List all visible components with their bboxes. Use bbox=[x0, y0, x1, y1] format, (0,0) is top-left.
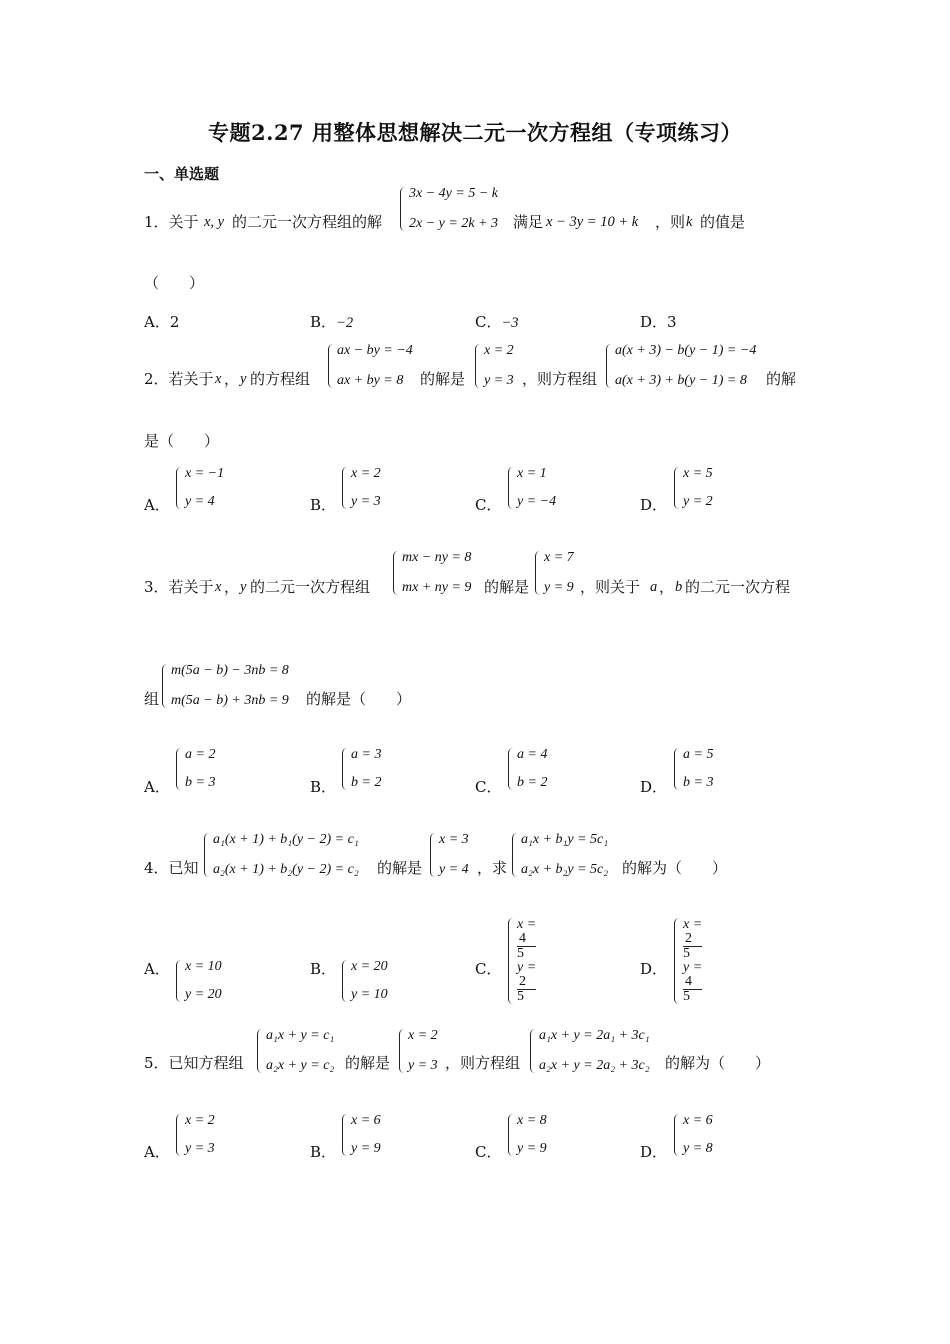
q2-sep: ， bbox=[224, 370, 240, 388]
q5-prefix: 5．已知方程组 bbox=[144, 1054, 244, 1072]
q1-option-b-label: B． bbox=[310, 313, 337, 331]
q3-option-a[interactable] bbox=[176, 748, 215, 790]
q2-var-x: x bbox=[215, 371, 222, 387]
q1-option-d[interactable]: D．3 bbox=[640, 313, 677, 331]
q4-c-y-den: 5 bbox=[517, 989, 524, 1004]
q4-d-x-eq: x = bbox=[683, 917, 703, 932]
q3-c-a: a = 4 bbox=[517, 747, 548, 762]
q3-b-b: b = 2 bbox=[351, 775, 382, 790]
q5-a-y: y = 3 bbox=[185, 1141, 215, 1156]
q3-option-d-label[interactable]: D． bbox=[640, 778, 668, 796]
q1-text: 的二元一次方程组的解 bbox=[232, 213, 383, 231]
q4-c-x bbox=[517, 918, 536, 961]
q4-b-y: y = 10 bbox=[351, 987, 388, 1002]
q5-sys3-eq-2: a₂x + y = 2a₂ + 3c₂ bbox=[539, 1058, 650, 1073]
q5-text: 的解是 bbox=[345, 1054, 391, 1072]
q4-prefix: 4．已知 bbox=[144, 859, 199, 877]
q4-text-2: ，求 bbox=[477, 859, 508, 877]
q1-system bbox=[400, 187, 498, 231]
q2-sys2-eq-1: x = 2 bbox=[484, 343, 514, 358]
q2-b-x: x = 2 bbox=[351, 466, 381, 481]
q3-a-b: b = 3 bbox=[185, 775, 216, 790]
q2-option-b[interactable] bbox=[342, 467, 381, 509]
q2-option-c-label[interactable]: C． bbox=[475, 496, 502, 514]
q5-option-a[interactable] bbox=[176, 1114, 215, 1156]
q4-d-y-num: 4 bbox=[683, 975, 702, 990]
q4-option-b[interactable] bbox=[342, 960, 388, 1002]
q1-vars: x, y bbox=[204, 214, 225, 230]
q3-system-3 bbox=[162, 664, 289, 708]
q1-prefix: 1．关于 bbox=[144, 213, 199, 231]
q1-option-c-label: C． bbox=[475, 313, 502, 331]
q5-option-d[interactable] bbox=[674, 1114, 713, 1156]
q1-option-c[interactable] bbox=[475, 311, 519, 332]
q3-sys2-eq-2: y = 9 bbox=[544, 580, 574, 595]
q3-sep: ， bbox=[224, 578, 240, 596]
q2-end-2: 是（ ） bbox=[144, 432, 220, 450]
q4-c-y-eq: y = bbox=[517, 960, 537, 975]
q5-option-a-label[interactable]: A． bbox=[144, 1143, 170, 1161]
q2-sys2-eq-2: y = 3 bbox=[484, 373, 514, 388]
q5-option-b[interactable] bbox=[342, 1114, 381, 1156]
q3-system-1 bbox=[393, 551, 471, 595]
q4-system-2 bbox=[430, 833, 469, 877]
q3-sys1-eq-2: mx + ny = 9 bbox=[402, 580, 472, 595]
q2-text-2: 的解是 bbox=[420, 370, 466, 388]
q3-line2-end: 的解是（ ） bbox=[306, 690, 412, 708]
q3-sys2-eq-1: x = 7 bbox=[544, 550, 574, 565]
q2-system-3 bbox=[606, 344, 756, 388]
q1-end: 的值是 bbox=[700, 213, 746, 231]
q2-system-2 bbox=[475, 344, 514, 388]
q2-d-x: x = 5 bbox=[683, 466, 713, 481]
q4-c-x-eq: x = bbox=[517, 917, 537, 932]
q2-a-y: y = 4 bbox=[185, 494, 215, 509]
q5-d-y: y = 8 bbox=[683, 1141, 713, 1156]
q2-option-b-label[interactable]: B． bbox=[310, 496, 337, 514]
q5-b-y: y = 9 bbox=[351, 1141, 381, 1156]
q3-d-b: b = 3 bbox=[683, 775, 714, 790]
q1-eq-2: 2x − y = 2k + 3 bbox=[409, 216, 498, 231]
q2-system-1 bbox=[328, 344, 413, 388]
q4-a-y: y = 20 bbox=[185, 987, 222, 1002]
q4-option-c[interactable] bbox=[508, 918, 536, 1004]
q2-option-d[interactable] bbox=[674, 467, 713, 509]
q4-c-x-den: 5 bbox=[517, 946, 524, 961]
q4-sys1-eq-2: a₂(x + 1) + b₂(y − 2) = c₂ bbox=[213, 862, 359, 877]
q3-var-y: y bbox=[240, 579, 247, 595]
q3-prefix: 3．若关于 bbox=[144, 578, 214, 596]
q4-sys3-eq-1: a₁x + b₁y = 5c₁ bbox=[521, 832, 609, 847]
q4-system-1 bbox=[204, 833, 359, 877]
q2-sys1-eq-1: ax − by = −4 bbox=[337, 343, 413, 358]
q3-option-d[interactable] bbox=[674, 748, 713, 790]
q1-eq-1: 3x − 4y = 5 − k bbox=[409, 186, 498, 201]
q4-sys1-eq-1: a₁(x + 1) + b₁(y − 2) = c₁ bbox=[213, 832, 359, 847]
q1-k: k bbox=[686, 214, 693, 230]
q5-system-2 bbox=[399, 1029, 438, 1073]
q4-b-x: x = 20 bbox=[351, 959, 388, 974]
q4-c-y-num: 2 bbox=[517, 975, 536, 990]
q4-option-d-label[interactable]: D． bbox=[640, 960, 668, 978]
q3-sys3-eq-1: m(5a − b) − 3nb = 8 bbox=[171, 663, 289, 678]
section-heading: 一、单选题 bbox=[144, 165, 220, 183]
q2-option-a-label[interactable]: A． bbox=[144, 496, 170, 514]
q5-text-2: ，则方程组 bbox=[445, 1054, 521, 1072]
page-title: 专题2.27 用整体思想解决二元一次方程组（专项练习） bbox=[208, 120, 742, 145]
q5-c-x: x = 8 bbox=[517, 1113, 547, 1128]
q4-sys2-eq-2: y = 4 bbox=[439, 862, 469, 877]
q4-d-y-eq: y = bbox=[683, 960, 703, 975]
q4-end: 的解为（ ） bbox=[622, 859, 728, 877]
q3-option-c-label[interactable]: C． bbox=[475, 778, 502, 796]
q4-option-b-label[interactable]: B． bbox=[310, 960, 337, 978]
q2-a-x: x = −1 bbox=[185, 466, 225, 481]
q5-sys1-eq-2: a₂x + y = c₂ bbox=[266, 1058, 335, 1073]
q3-line2-pre: 组 bbox=[144, 690, 160, 708]
q5-system-1 bbox=[257, 1029, 334, 1073]
q4-option-a[interactable] bbox=[176, 960, 222, 1002]
q3-a-a: a = 2 bbox=[185, 747, 216, 762]
q5-c-y: y = 9 bbox=[517, 1141, 547, 1156]
q5-b-x: x = 6 bbox=[351, 1113, 381, 1128]
q3-d-a: a = 5 bbox=[683, 747, 714, 762]
q5-sys3-eq-1: a₁x + y = 2a₁ + 3c₁ bbox=[539, 1028, 650, 1043]
q1-cond-post: ，则 bbox=[655, 213, 686, 231]
q4-c-y bbox=[517, 961, 536, 1004]
q2-end: 的解 bbox=[766, 370, 797, 388]
q1-option-c-value: −3 bbox=[501, 315, 519, 331]
q3-text-2: 的解是 bbox=[484, 578, 530, 596]
q4-option-d[interactable] bbox=[674, 918, 702, 1004]
q3-option-a-label[interactable]: A． bbox=[144, 778, 170, 796]
q4-d-y bbox=[683, 961, 702, 1004]
q5-option-b-label[interactable]: B． bbox=[310, 1143, 337, 1161]
q3-option-c[interactable] bbox=[508, 748, 547, 790]
q2-c-y: y = −4 bbox=[517, 494, 557, 509]
q3-end: 的二元一次方程 bbox=[685, 578, 791, 596]
q3-var-b: b bbox=[675, 579, 683, 595]
q3-b-a: a = 3 bbox=[351, 747, 382, 762]
q5-d-x: x = 6 bbox=[683, 1113, 713, 1128]
q3-option-b[interactable] bbox=[342, 748, 381, 790]
q2-prefix: 2．若关于 bbox=[144, 370, 214, 388]
q2-sys3-eq-2: a(x + 3) + b(y − 1) = 8 bbox=[615, 373, 747, 388]
q5-option-c-label[interactable]: C． bbox=[475, 1143, 502, 1161]
q4-sys3-eq-2: a₂x + b₂y = 5c₂ bbox=[521, 862, 609, 877]
q4-d-y-den: 5 bbox=[683, 989, 690, 1004]
q2-var-y: y bbox=[240, 371, 247, 387]
q3-text: 的二元一次方程组 bbox=[250, 578, 371, 596]
q2-option-a[interactable] bbox=[176, 467, 224, 509]
q1-condition: x − 3y = 10 + k bbox=[546, 214, 639, 230]
q4-system-3 bbox=[512, 833, 608, 877]
q4-c-x-num: 4 bbox=[517, 932, 536, 947]
q4-option-c-label[interactable]: C． bbox=[475, 960, 502, 978]
q4-d-x-num: 2 bbox=[683, 932, 702, 947]
q5-a-x: x = 2 bbox=[185, 1113, 215, 1128]
q1-cond-pre: 满足 bbox=[513, 213, 544, 231]
q1-option-b-value: −2 bbox=[336, 315, 354, 331]
q1-option-a[interactable]: A．2 bbox=[144, 313, 180, 331]
q4-sys2-eq-1: x = 3 bbox=[439, 832, 469, 847]
q3-sys1-eq-1: mx − ny = 8 bbox=[402, 550, 472, 565]
q2-sys1-eq-2: ax + by = 8 bbox=[337, 373, 404, 388]
q2-text: 的方程组 bbox=[250, 370, 311, 388]
q5-system-3 bbox=[530, 1029, 650, 1073]
q3-option-b-label[interactable]: B． bbox=[310, 778, 337, 796]
q3-var-x: x bbox=[215, 579, 222, 595]
q2-b-y: y = 3 bbox=[351, 494, 381, 509]
q2-sys3-eq-1: a(x + 3) − b(y − 1) = −4 bbox=[615, 343, 757, 358]
q3-var-a: a bbox=[650, 579, 658, 595]
q1-option-b[interactable] bbox=[310, 311, 353, 332]
q1-paren: （ ） bbox=[144, 274, 205, 292]
q5-end: 的解为（ ） bbox=[665, 1054, 771, 1072]
q5-option-c[interactable] bbox=[508, 1114, 547, 1156]
q5-sys2-eq-2: y = 3 bbox=[408, 1058, 438, 1073]
q4-option-a-label[interactable]: A． bbox=[144, 960, 170, 978]
q5-sys1-eq-1: a₁x + y = c₁ bbox=[266, 1028, 335, 1043]
q4-a-x: x = 10 bbox=[185, 959, 222, 974]
q4-d-x-den: 5 bbox=[683, 946, 690, 961]
q3-sys3-eq-2: m(5a − b) + 3nb = 9 bbox=[171, 693, 289, 708]
q2-option-d-label[interactable]: D． bbox=[640, 496, 668, 514]
q4-text: 的解是 bbox=[377, 859, 423, 877]
q2-option-c[interactable] bbox=[508, 467, 556, 509]
q5-option-d-label[interactable]: D． bbox=[640, 1143, 668, 1161]
q4-d-x bbox=[683, 918, 702, 961]
q3-system-2 bbox=[535, 551, 574, 595]
q2-d-y: y = 2 bbox=[683, 494, 713, 509]
document-page: 专题2.27 用整体思想解决二元一次方程组（专项练习） 一、单选题 1．关于 x, y 的二元一次方程组的解 3x − 4y = 5 − k 2x − y = 2k + 3 满足 x − 3y = 10 + k ，则 k 的值是 （ ） A．2 B．−2 C．−3 D．3 2．若关于 x ， y 的方程组 ax − by = −4 ax + by = 8 的解是 x = 2 y = 3 ，则方程组 a(x + 3) − b(y − 1) = −4 a(x + 3) + b(y − 1) = 8 的解 是（ ） A． x = −1 y = 4 B． x = 2 y = 3 C． x = 1 y = −4 D． x = 5 y = 2 3．若关于 x ， y 的二元一次方程组 mx − ny = 8 mx + ny = 9 的解是 x = 7 y = 9 ，则关于 a ， b 的二元一次方程 组 m(5a − b) − 3nb = 8 m(5a − b) + 3nb = 9 的解是（ ） A． a = 2 b = 3 B． a = 3 b = 2 C． a = 4 b = 2 D． a = 5 b = 3 4．已知 a₁(x + 1) + b₁(y − 2) = c₁ a₂(x + 1) + b₂(y − 2) = c₂ 的解是 x = 3 y = 4 ，求 a₁x + b₁y = 5c₁ a₂x + b₂y = 5c₂ 的解为（ ） A． x = 10 y = 20 B． x = 20 y = 10 C． x = 4 5 y = 2 5 D． x = 2 5 y = 4 5 5．已知方程组 a₁x + y = c₁ a₂x + y = c₂ 的解是 x = 2 y = 3 ，则方程组 a₁x + y = 2a₁ + 3c₁ a₂x + y = 2a₂ + 3c₂ 的解为（ ） A． x = 2 y = 3 B． x = 6 y = 9 C． x = 8 y = 9 D． x = 6 y = 8 bbox=[0, 0, 950, 1344]
q2-text-3: ，则方程组 bbox=[522, 370, 598, 388]
q2-c-x: x = 1 bbox=[517, 466, 547, 481]
q3-text-3: ，则关于 bbox=[580, 578, 641, 596]
q3-c-b: b = 2 bbox=[517, 775, 548, 790]
q5-sys2-eq-1: x = 2 bbox=[408, 1028, 438, 1043]
